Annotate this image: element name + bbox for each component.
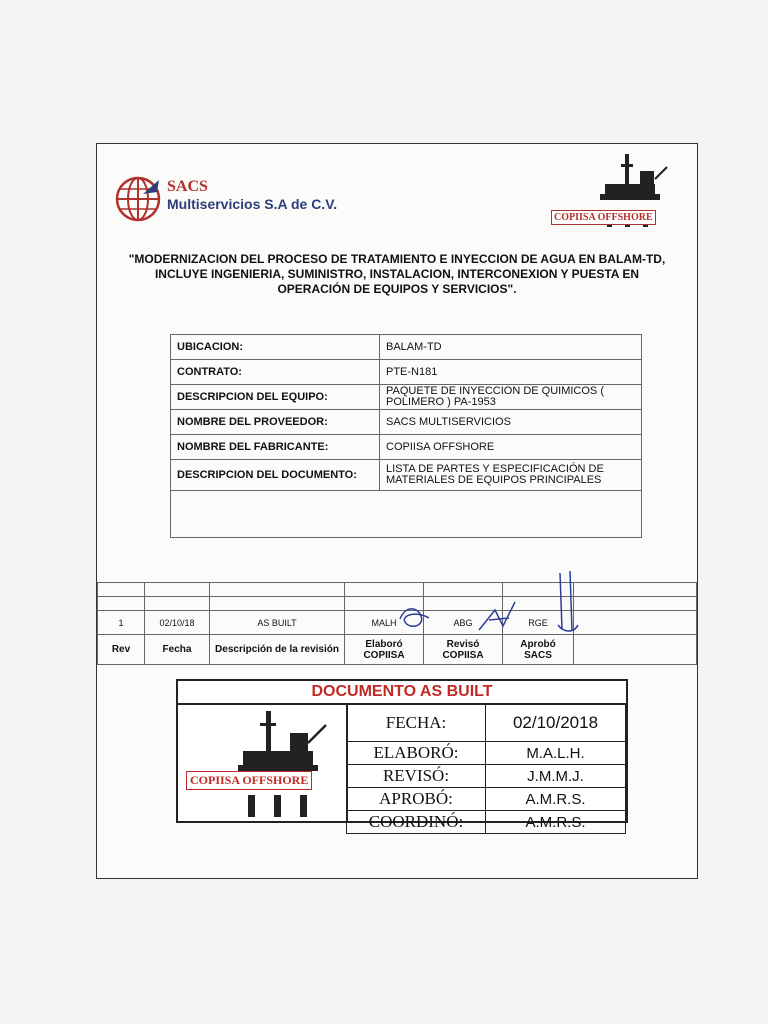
signature-aprobo (552, 569, 582, 639)
info-value: SACS MULTISERVICIOS (380, 410, 642, 435)
copiisa-label: COPIISA OFFSHORE (551, 210, 656, 225)
table-row (347, 788, 626, 811)
reviso-value: J.M.M.J. (486, 765, 626, 788)
rev-reviso: ABG (424, 611, 503, 635)
fecha-label: FECHA: (347, 704, 486, 742)
table-row (347, 811, 626, 834)
as-built-stamp (176, 679, 628, 831)
table-row (171, 410, 642, 435)
info-label: NOMBRE DEL PROVEEDOR: (171, 410, 380, 435)
rev-header: Rev (98, 635, 145, 665)
table-row (171, 460, 642, 491)
info-label: UBICACION: (171, 335, 380, 360)
table-row (347, 704, 626, 742)
stamp-title: DOCUMENTO AS BUILT (178, 681, 626, 705)
info-label: CONTRATO: (171, 360, 380, 385)
rev-date: 02/10/18 (145, 611, 210, 635)
reviso-header: Revisó COPIISA (424, 635, 503, 665)
stamp-logo (178, 703, 348, 821)
rev-elaboro: MALH (345, 611, 424, 635)
elaboro-label: ELABORÓ: (347, 742, 486, 765)
coordino-value: A.M.R.S. (486, 811, 626, 834)
info-label: DESCRIPCION DEL DOCUMENTO: (171, 460, 380, 491)
date-header: Fecha (145, 635, 210, 665)
fecha-value: 02/10/2018 (486, 704, 626, 742)
table-row (171, 435, 642, 460)
desc-header: Descripción de la revisión (210, 635, 345, 665)
table-row (171, 360, 642, 385)
copiisa-logo (545, 149, 675, 229)
elaboro-value: M.A.L.H. (486, 742, 626, 765)
oil-platform-icon (178, 703, 346, 821)
reviso-label: REVISÓ: (347, 765, 486, 788)
info-table (170, 334, 642, 538)
coordino-label: COORDINÓ: (347, 811, 486, 834)
aprobo-header: Aprobó SACS (503, 635, 574, 665)
title-line: "MODERNIZACION DEL PROCESO DE TRATAMIENTO E INYECCION DE AGUA EN BALAM-TD, (128, 252, 666, 266)
rev-number: 1 (98, 611, 145, 635)
stamp-logo-label: COPIISA OFFSHORE (186, 771, 312, 790)
info-label: NOMBRE DEL FABRICANTE: (171, 435, 380, 460)
table-row (347, 742, 626, 765)
table-row (347, 765, 626, 788)
aprobo-value: A.M.R.S. (486, 788, 626, 811)
sacs-subtitle: Multiservicios S.A de C.V. (167, 196, 338, 212)
empty-cell (171, 491, 642, 538)
info-value: COPIISA OFFSHORE (380, 435, 642, 460)
title-line: INCLUYE INGENIERIA, SUMINISTRO, INSTALACION, INTERCONEXION Y PUESTA EN (154, 267, 640, 281)
stamp-grid (346, 703, 626, 834)
info-value: PTE-N181 (380, 360, 642, 385)
aprobo-label: APROBÓ: (347, 788, 486, 811)
info-value: LISTA DE PARTES Y ESPECIFICACIÓN DE MATERIALES DE EQUIPOS PRINCIPALES (380, 460, 642, 491)
table-row (171, 385, 642, 410)
signature-elaboro (395, 604, 435, 632)
elaboro-header: Elaboró COPIISA (345, 635, 424, 665)
table-row (98, 583, 697, 597)
table-row (171, 491, 642, 538)
rev-description: AS BUILT (210, 611, 345, 635)
info-value: PAQUETE DE INYECCION DE QUIMICOS ( POLIMERO ) PA-1953 (380, 385, 642, 410)
table-row (98, 635, 697, 665)
table-row (171, 335, 642, 360)
signature-reviso (475, 596, 525, 636)
sacs-name: SACS (167, 178, 208, 195)
info-label: DESCRIPCION DEL EQUIPO: (171, 385, 380, 410)
document-page (96, 143, 698, 879)
rev-aprobo: RGE (503, 611, 574, 635)
project-title (111, 252, 683, 297)
title-line: OPERACIÓN DE EQUIPOS Y SERVICIOS". (277, 282, 517, 296)
globe-icon (113, 174, 163, 224)
sacs-logo (113, 174, 353, 224)
info-value: BALAM-TD (380, 335, 642, 360)
